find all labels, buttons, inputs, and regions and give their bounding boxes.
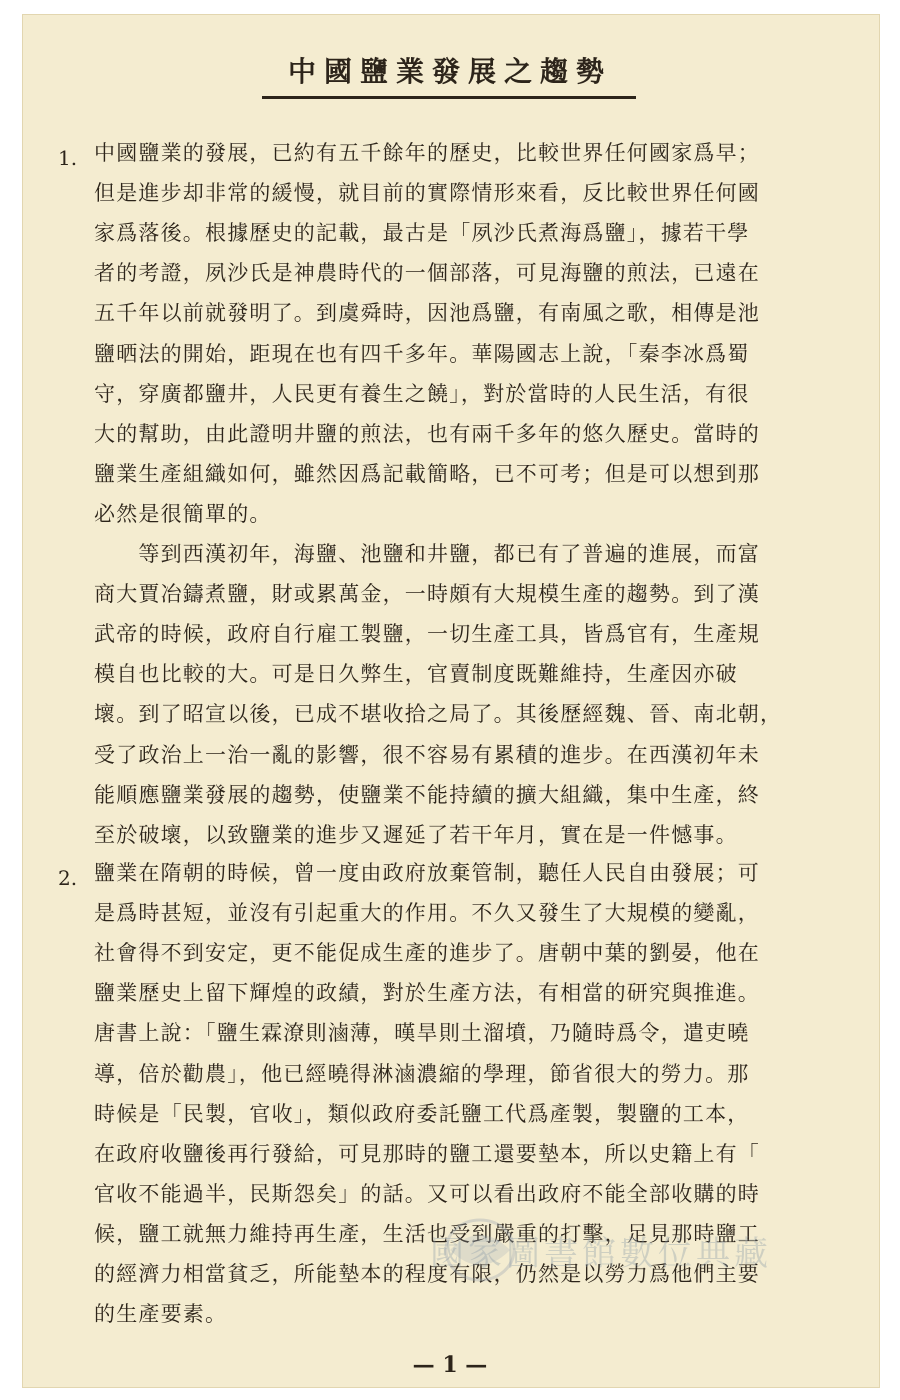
watermark-text: 國家圖書館數位典藏 xyxy=(430,1234,772,1274)
text-line: 五千年以前就發明了。到虞舜時，因池爲鹽，有南風之歌，相傳是池 xyxy=(94,301,760,326)
text-line: 鹽晒法的開始，距現在也有四千多年。華陽國志上說，「秦李冰爲蜀 xyxy=(94,341,750,366)
text-line: 鹽業生產組織如何，雖然因爲記載簡略，已不可考；但是可以想到那 xyxy=(94,461,760,486)
text-line: 受了政治上一治一亂的影響，很不容易有累積的進步。在西漢初年未 xyxy=(94,742,760,767)
page-number: — 1 — xyxy=(412,1352,488,1378)
text-line: 時候是「民製，官收」，類似政府委託鹽工代爲產製，製鹽的工本， xyxy=(94,1101,750,1126)
text-line: 是爲時甚短，並沒有引起重大的作用。不久又發生了大規模的變亂， xyxy=(94,901,760,926)
text-line: 商大賈冶鑄煮鹽，財或累萬金，一時頗有大規模生產的趨勢。到了漢 xyxy=(94,582,760,607)
text-line: 社會得不到安定，更不能促成生產的進步了。唐朝中葉的劉晏，他在 xyxy=(94,941,760,966)
text-line: 導，倍於勸農」，他已經曉得淋滷濃縮的學理，節省很大的勞力。那 xyxy=(94,1061,750,1086)
text-line: 在政府收鹽後再行發給，可見那時的鹽工還要墊本，所以史籍上有「 xyxy=(94,1141,760,1166)
text-line: 武帝的時候，政府自行雇工製鹽，一切生產工具，皆爲官有，生產規 xyxy=(94,622,760,647)
text-line: 壞。到了昭宣以後，已成不堪收拾之局了。其後歷經魏、晉、南北朝， xyxy=(94,702,783,727)
text-line: 鹽業歷史上留下輝煌的政績，對於生產方法，有相當的研究與推進。 xyxy=(94,981,760,1006)
text-line: 鹽業在隋朝的時候，曾一度由政府放棄管制，聽任人民自由發展；可 xyxy=(94,861,760,885)
document-title: 中國鹽業發展之趨勢 xyxy=(287,55,612,88)
text-line: 但是進步却非常的緩慢，就目前的實際情形來看，反比較世界任何國 xyxy=(94,181,760,206)
text-line: 等到西漢初年，海鹽、池鹽和井鹽，都已有了普遍的進展，而富 xyxy=(94,542,760,566)
text-line: 至於破壞，以致鹽業的進步又遲延了若干年月，實在是一件憾事。 xyxy=(94,822,738,847)
title-underline xyxy=(262,96,636,99)
text-line: 模自也比較的大。可是日久弊生，官賣制度既難維持，生產因亦破 xyxy=(94,662,738,687)
section-number-1: 1. xyxy=(58,146,78,170)
text-line: 守，穿廣都鹽井，人民更有養生之饒」，對於當時的人民生活，有很 xyxy=(94,381,750,406)
text-line: 候，鹽工就無力維持再生產，生活也受到嚴重的打擊，足見那時鹽工 xyxy=(94,1221,760,1246)
section-number-2: 2. xyxy=(58,866,78,890)
text-line: 官收不能過半，民斯怨矣」的話。又可以看出政府不能全部收購的時 xyxy=(94,1181,760,1206)
text-line: 唐書上說：「鹽生霖潦則滷薄，暵旱則土溜墳，乃隨時爲令，遣吏曉 xyxy=(94,1021,750,1046)
text-line: 的經濟力相當貧乏，所能墊本的程度有限，仍然是以勞力爲他們主要 xyxy=(94,1262,760,1286)
text-line: 者的考證，夙沙氏是神農時代的一個部落，可見海鹽的煎法，已遠在 xyxy=(94,261,760,286)
text-line: 的生產要素。 xyxy=(94,1302,228,1327)
text-line: 大的幫助，由此證明井鹽的煎法，也有兩千多年的悠久歷史。當時的 xyxy=(94,421,760,446)
text-line: 能順應鹽業發展的趨勢，使鹽業不能持續的擴大組織，集中生產，終 xyxy=(94,782,760,807)
text-line: 中國鹽業的發展，已約有五千餘年的歷史，比較世界任何國家爲早； xyxy=(94,141,760,165)
text-line: 家爲落後。根據歷史的記載，最古是「夙沙氏煮海爲鹽」，據若干學 xyxy=(94,221,750,246)
text-line: 必然是很簡單的。 xyxy=(94,501,272,526)
